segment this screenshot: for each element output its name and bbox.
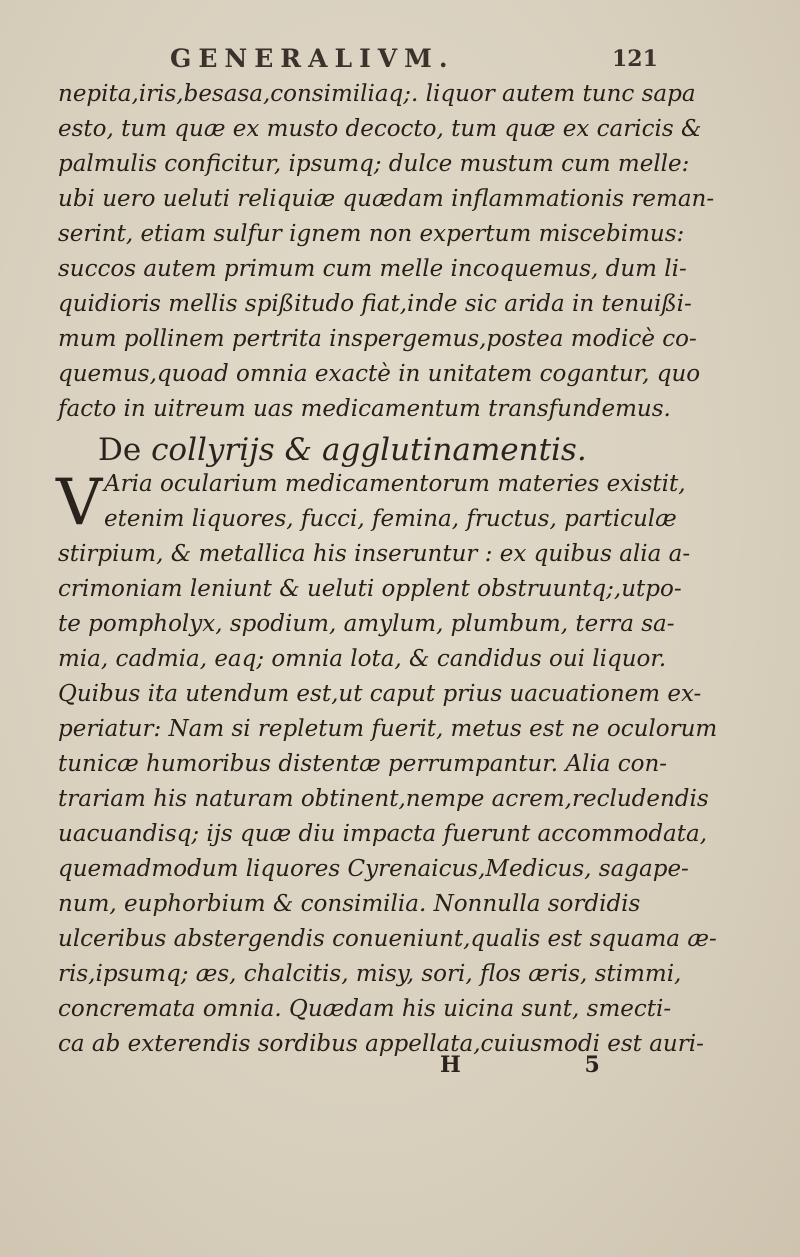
heading-roman: De: [98, 432, 152, 468]
text-line: quemadmodum liquores Cyrenaicus,Medicus, sagape-: [58, 856, 689, 882]
text-line: mum pollinem pertrita inspergemus,postea modicè co-: [58, 326, 697, 352]
text-line: crimoniam leniunt & ueluti opplent obstruuntq;,utpo-: [58, 576, 682, 602]
text-line: te pompholyx, spodium, amylum, plumbum, terra sa-: [58, 611, 675, 637]
text-line: mia, cadmia, eaq; omnia lota, & candidus oui liquor.: [58, 646, 667, 672]
text-line: etenim liquores, fucci, femina, fructus, particulæ: [104, 506, 677, 532]
text-line: nepita,iris,besasa,consimiliaq;. liquor autem tunc sapa: [58, 81, 696, 107]
text-line: tunicæ humoribus distentæ perrumpantur. Alia con-: [58, 751, 668, 777]
text-line: stirpium, & metallica his inseruntur : ex quibus alia a-: [58, 541, 691, 567]
text-line: ulceribus abstergendis conueniunt,qualis est squama æ-: [58, 926, 717, 952]
running-head: GENERALIVM.: [170, 44, 455, 73]
text-line: facto in uitreum uas medicamentum transfundemus.: [58, 396, 671, 422]
text-line: Aria ocularium medicamentorum materies existit,: [104, 471, 686, 497]
drop-capital: V: [56, 466, 103, 540]
text-line: num, euphorbium & consimilia. Nonnulla sordidis: [58, 891, 641, 917]
text-line: periatur: Nam si repletum fuerit, metus est ne oculorum: [58, 716, 718, 742]
text-line: uacuandisq; ijs quæ diu impacta fuerunt accommodata,: [58, 821, 708, 847]
text-line: succos autem primum cum melle incoquemus, dum li-: [58, 256, 687, 282]
paragraph-2: [58, 467, 718, 1062]
text-line: ubi uero ueluti reliquiæ quædam inflammationis reman-: [58, 186, 715, 212]
text-line: ca ab exterendis sordibus appellata,cuiusmodi est auri-: [58, 1031, 704, 1057]
text-line: Quibus ita utendum est,ut caput prius uacuationem ex-: [58, 681, 702, 707]
heading-italic: collyrijs & agglutinamentis.: [151, 432, 587, 468]
text-line: quidioris mellis spißitudo fiat,inde sic arida in tenuißi-: [58, 291, 692, 317]
text-line: esto, tum quæ ex musto decocto, tum quæ ex caricis &: [58, 116, 702, 142]
signature-mark: H 5: [440, 1052, 658, 1078]
text-line: palmulis conficitur, ipsumq; dulce mustum cum melle:: [58, 151, 690, 177]
text-line: quemus,quoad omnia exactè in unitatem cogantur, quo: [58, 361, 701, 387]
section-heading: [98, 432, 618, 468]
text-line: concremata omnia. Quædam his uicina sunt, smecti-: [58, 996, 672, 1022]
page-number: 121: [612, 46, 658, 72]
text-line: trariam his naturam obtinent,nempe acrem,recludendis: [58, 786, 709, 812]
text-line: ris,ipsumq; æs, chalcitis, misy, sori, flos æris, stimmi,: [58, 961, 682, 987]
paragraph-1: [58, 77, 715, 427]
text-line: serint, etiam sulfur ignem non expertum miscebimus:: [58, 221, 685, 247]
